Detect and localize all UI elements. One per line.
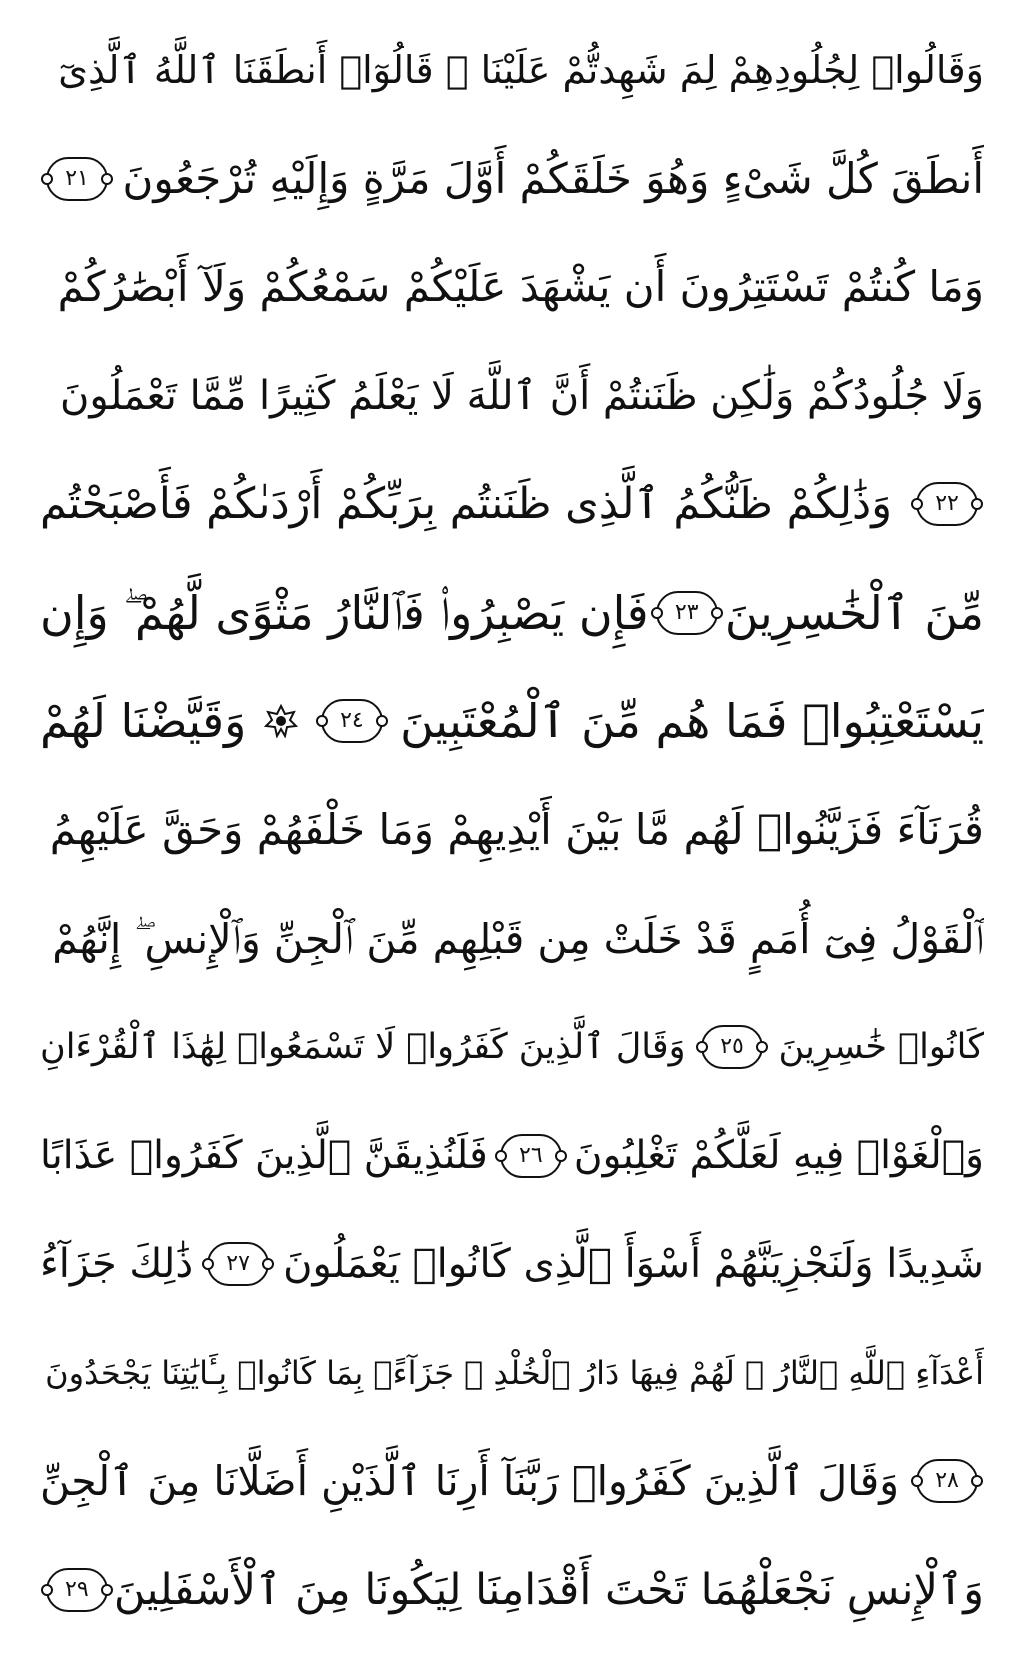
quran-line-13 <box>40 1333 984 1413</box>
ayah-text: فَلَنُذِيقَنَّ ٱلَّذِينَ كَفَرُوا۟ عَذَابًا <box>40 1132 488 1178</box>
ayah-text: وَقَيَّضْنَا لَهُمْ <box>40 694 247 749</box>
ayah-number-marker: ٢٩ <box>46 1568 108 1612</box>
ayah-text: وَقَالَ ٱلَّذِينَ كَفَرُوا۟ لَا تَسْمَعُوا۟ لِهَٰذَا ٱلْقُرْءَانِ <box>40 1027 686 1068</box>
quran-line-1 <box>40 30 984 110</box>
ayah-number-marker: ٢٣ <box>656 591 718 635</box>
ayah-text: وَمَا كُنتُمْ تَسْتَتِرُونَ أَن يَشْهَدَ عَلَيْكُمْ سَمْعُكُمْ وَلَآ أَبْصَٰرُكُمْ <box>57 262 984 312</box>
ayah-text: شَدِيدًا وَلَنَجْزِيَنَّهُمْ أَسْوَأَ ٱلَّذِى كَانُوا۟ يَعْمَلُونَ <box>283 1241 984 1288</box>
ayah-number-marker: ٢٦ <box>500 1134 562 1178</box>
ayah-text: مِّنَ ٱلْخَٰسِرِينَ <box>724 585 984 640</box>
ayah-text: أَعْدَآءِ ٱللَّهِ ٱلنَّارُ ۖ لَهُمْ فِيهَا دَارُ ٱلْخُلْدِ ۖ جَزَآءًۢ بِمَا كَانُوا۟ بِـَٔايَٰتِنَا يَجْحَدُونَ <box>45 1353 984 1392</box>
quran-line-12 <box>40 1224 984 1304</box>
ayah-text: وَٱلْإِنسِ نَجْعَلْهُمَا تَحْتَ أَقْدَامِنَا لِيَكُونَا مِنَ ٱلْأَسْفَلِينَ <box>113 1564 984 1615</box>
quran-line-7 <box>40 681 984 761</box>
ayah-text: وَقَالَ ٱلَّذِينَ كَفَرُوا۟ رَبَّنَآ أَرِنَا ٱلَّذَيْنِ أَضَلَّانَا مِنَ ٱلْجِنِّ <box>40 1457 900 1506</box>
ayah-number-marker: ٢٧ <box>207 1242 269 1286</box>
ayah-text: وَٱلْغَوْا۟ فِيهِ لَعَلَّكُمْ تَغْلِبُونَ <box>573 1132 984 1178</box>
quran-line-8 <box>40 790 984 870</box>
ayah-text: وَلَا جُلُودُكُمْ وَلَٰكِن ظَنَنتُمْ أَنَّ ٱللَّهَ لَا يَعْلَمُ كَثِيرًا مِّمَّا تَعْمَلُونَ <box>60 372 984 419</box>
ayah-text: فَإِن يَصْبِرُوا۟ فَٱلنَّارُ مَثْوًى لَّهُمْ ۖ وَإِن <box>40 585 649 640</box>
quran-line-15 <box>40 1550 984 1630</box>
ayah-number-marker: ٢١ <box>46 157 108 201</box>
ayah-text: وَقَالُوا۟ لِجُلُودِهِمْ لِمَ شَهِدتُّمْ عَلَيْنَا ۖ قَالُوٓا۟ أَنطَقَنَا ٱللَّهُ ٱلَّذِىٓ <box>58 48 984 92</box>
quran-line-2 <box>40 139 984 219</box>
ayah-text: ذَٰلِكَ جَزَآءُ <box>40 1241 194 1288</box>
quran-line-10 <box>40 1007 984 1087</box>
ayah-text: يَسْتَعْتِبُوا۟ فَمَا هُم مِّنَ ٱلْمُعْتَبِينَ <box>400 694 984 749</box>
quran-line-14 <box>40 1441 984 1521</box>
hizb-star-icon <box>264 704 298 738</box>
quran-line-6 <box>40 573 984 653</box>
ayah-text: أَنطَقَ كُلَّ شَىْءٍ وَهُوَ خَلَقَكُمْ أَوَّلَ مَرَّةٍ وَإِلَيْهِ تُرْجَعُونَ <box>122 153 984 203</box>
quran-line-4 <box>40 356 984 436</box>
quran-line-5 <box>40 464 984 544</box>
ayah-text: كَانُوا۟ خَٰسِرِينَ <box>778 1027 984 1068</box>
ayah-text: ٱلْقَوْلُ فِىٓ أُمَمٍ قَدْ خَلَتْ مِن قَبْلِهِم مِّنَ ٱلْجِنِّ وَٱلْإِنسِ ۖ إِنَّهُمْ <box>52 914 984 963</box>
ayah-number-marker: ٢٤ <box>321 699 383 743</box>
quran-line-9 <box>40 899 984 979</box>
ayah-text: قُرَنَآءَ فَزَيَّنُوا۟ لَهُم مَّا بَيْنَ أَيْدِيهِمْ وَمَا خَلْفَهُمْ وَحَقَّ عَلَيْهِمُ <box>49 804 984 854</box>
ayah-number-marker: ٢٨ <box>916 1459 978 1503</box>
quran-line-3 <box>40 247 984 327</box>
quran-line-11 <box>40 1116 984 1196</box>
ayah-number-marker: ٢٥ <box>701 1025 763 1069</box>
ayah-text: وَذَٰلِكُمْ ظَنُّكُمُ ٱلَّذِى ظَنَنتُم بِرَبِّكُمْ أَرْدَىٰكُمْ فَأَصْبَحْتُم <box>40 479 892 530</box>
mushaf-page <box>40 30 984 1630</box>
ayah-number-marker: ٢٢ <box>916 482 978 526</box>
